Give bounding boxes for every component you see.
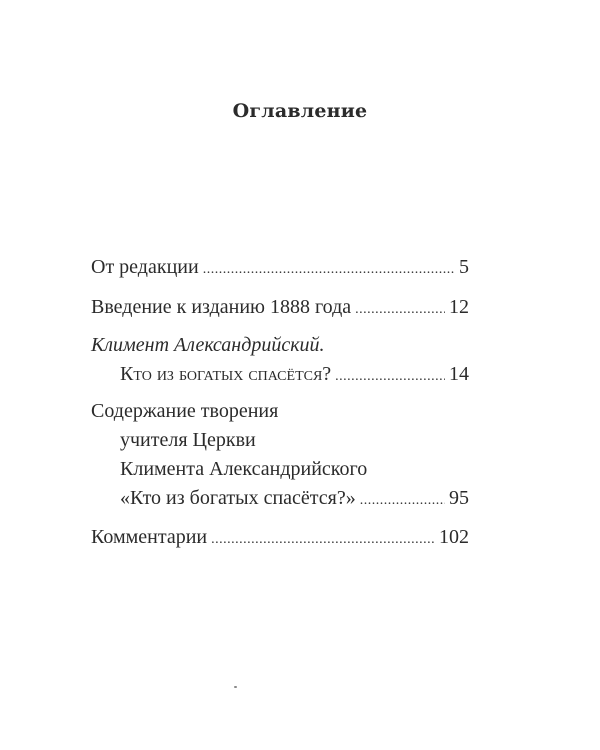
toc-entry-contents-of-work[interactable] [91,397,469,515]
page-number: 5 [459,256,469,278]
toc-entry-title: Комментарии [91,526,208,548]
toc-line [91,397,469,426]
toc-line [91,293,469,324]
print-speck [234,686,237,688]
toc-entry-title: Кто из богатых спасётся? [120,363,332,385]
toc-entry-title-continued: Климента Александрийского [120,458,368,480]
dot-leader [355,295,445,324]
page-number: 95 [449,487,469,509]
dot-leader [211,525,435,554]
page-number: 12 [449,296,469,318]
toc-line [91,455,469,484]
page-number: 102 [439,526,469,548]
page-title: Оглавление [232,100,368,122]
toc-entry-editorial[interactable] [91,253,469,284]
toc-entry-title: От редакции [91,256,199,278]
toc-entry-title-continued: учителя Церкви [120,429,256,451]
toc-entry-clement-work[interactable] [91,331,469,391]
toc-entry-title-continued: «Кто из богатых спасётся?» [120,487,356,509]
page-number: 14 [449,363,469,385]
dot-leader [203,255,455,284]
toc-entry-title: Введение к изданию 1888 года [91,296,352,318]
toc-line [91,253,469,284]
toc-entry-title: Содержание творения [91,400,279,422]
toc-line [91,426,469,455]
toc-line [91,331,469,360]
toc-entry-author: Климент Александрийский. [91,334,325,356]
toc-entry-commentary[interactable] [91,523,469,554]
table-of-contents [91,253,469,563]
toc-line [91,523,469,554]
toc-line [91,484,469,515]
toc-line [91,360,469,391]
toc-entry-introduction[interactable] [91,293,469,324]
dot-leader [360,486,445,515]
dot-leader [335,362,445,391]
